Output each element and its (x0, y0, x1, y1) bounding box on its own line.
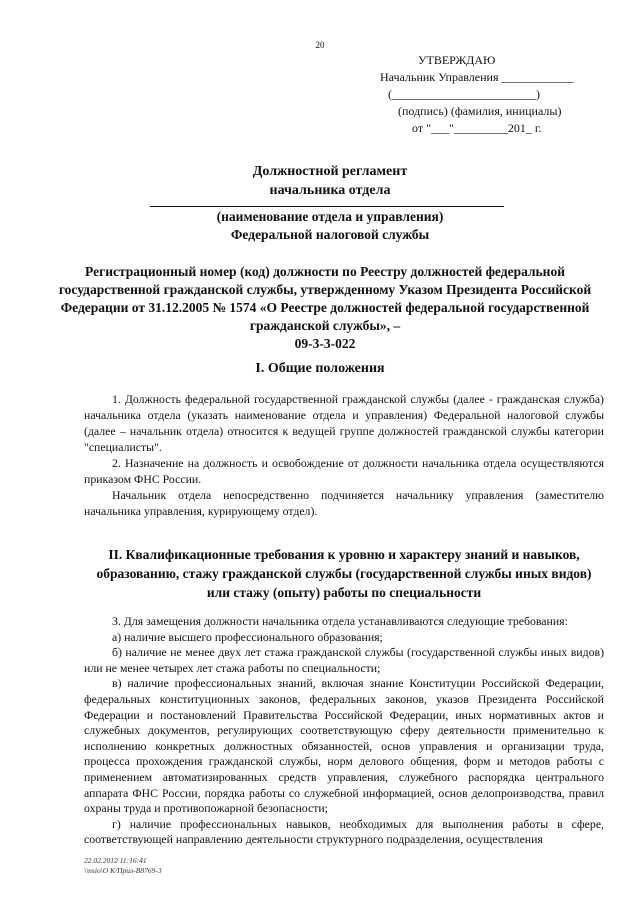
subtitle-line-1: (наименование отдела и управления) (216, 209, 444, 224)
approval-position-line: Начальник Управления ____________ (380, 70, 574, 84)
approval-word: УТВЕРЖДАЮ (418, 53, 496, 67)
approval-date: от "___"_________201_ г. (412, 121, 542, 135)
section-1-heading: I. Общие положения (255, 361, 385, 376)
title-line-2: начальника отдела (269, 183, 391, 198)
approval-block (380, 52, 595, 137)
list-item: в) наличие профессиональных знаний, включая знание Конституции Российской Федерации, федеральных конституционных законов, федеральных законов, указов Президента Российской Федерации и постановлений Правительства Российской Федерации, иных нормативных актов и служебных документов, регулирующих соответствующую сферу деятельности применительно к исполнению конкретных должностных обязанностей, основ управления и организации труда, процесса прохождения гражданской службы, норм делового общения, форм и методов работы с применением автоматизированных средств управления, служебного распорядка центрального аппарата ФНС России, порядка работы со служебной информацией, основ делопроизводства, правил охраны труда и противопожарной безопасности; (84, 676, 604, 816)
title-line-1: Должностной регламент (252, 164, 408, 179)
department-subtitle (100, 208, 560, 244)
document-title (120, 162, 540, 200)
subtitle-line-2: Федеральной налоговой службы (230, 227, 430, 242)
list-item: г) наличие профессиональных навыков, необходимых для выполнения работы в сфере, соответствующей направлению деятельности структурного подразделения, осуществления (84, 816, 604, 847)
list-item: б) наличие не менее двух лет стажа гражданской службы (государственной службы иных видов) или не менее четырех лет стажа работы по специальности; (84, 645, 604, 675)
footer-timestamp: 22.02.2012 11:16:41 (84, 856, 147, 865)
approval-caption: (подпись) (фамилия, инициалы) (398, 104, 562, 118)
registry-code: 09-3-3-022 (294, 336, 356, 351)
paragraph: 3. Для замещения должности начальника отдела устанавливаются следующие требования: (112, 614, 568, 628)
footer-stamp (84, 856, 162, 876)
approval-name-line: (________________________) (388, 87, 540, 101)
footer-path: \\nsio\О К/Прил-В8769-3 (84, 866, 162, 875)
paragraph: Начальник отдела непосредственно подчиняется начальнику управления (заместителю начальника управления, курирующему отдел). (84, 488, 604, 518)
registry-heading (55, 263, 595, 353)
section-2-body (84, 614, 604, 848)
list-item: а) наличие высшего профессионального образования; (112, 629, 383, 644)
registry-text: Регистрационный номер (код) должности по Реестру должностей федеральной государственной гражданской службы, утвержденному Указом Президента Российской Федерации от 31.12.2005 № 1574 «О Реестре должностей федеральной государственной гражданской службы», – (58, 264, 592, 333)
section-1-body (84, 391, 604, 519)
paragraph: 2. Назначение на должность и освобождение от должности начальника отдела осуществляются приказом ФНС России. (84, 456, 604, 486)
page-number: 20 (315, 40, 325, 50)
name-fill-line (150, 206, 504, 207)
section-2-heading: II. Квалификационные требования к уровню и характеру знаний и навыков, образованию, стажу гражданской службы (государственной службы иных видов) или стажу (опыту) работы по специальности (96, 547, 592, 600)
paragraph: 1. Должность федеральной государственной гражданской службы (далее - гражданская служба) начальника отдела (указать наименование отдела и управления) Федеральной налоговой службы (далее – начальник отдела) относится к ведущей группе должностей гражданской службы категории "специалисты". (84, 392, 604, 454)
